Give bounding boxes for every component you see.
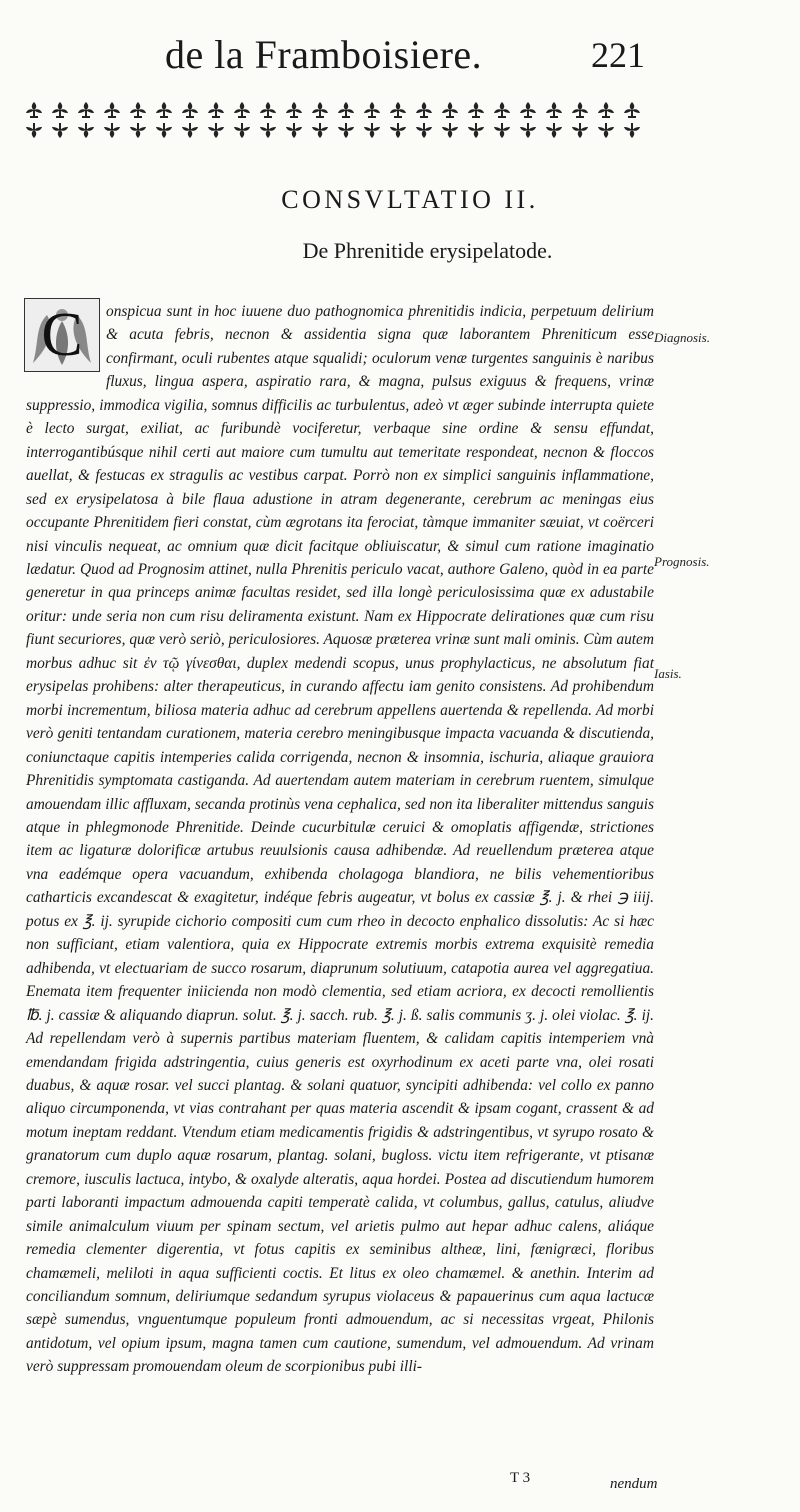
page-number: 221 [591,35,645,75]
margin-note-prognosis: Prognosis. [654,554,710,569]
drop-cap-spacer [26,300,104,372]
running-head [165,30,645,80]
signature-mark: T 3 [510,1470,531,1486]
consultation-heading-text: CONSVLTATIO II. [281,185,539,214]
margin-note-iasis: Iasis. [654,666,682,681]
running-head-title: de la Framboisiere. [165,32,483,77]
consultation-body-text: onspicua sunt in hoc iuuene duo pathognomica phrenitidis indicia, perpetuum delirium & acuta febris, necnon & assidentia signa quæ laborantem Phreniticum esse confirmant, oculi rubentes atque squalidi; oculorum venæ turgentes sanguinis è naribus fluxus, lingua aspera, aspiratio rara, & magna, pulsus exiguus & frequens, vrinæ suppressio, immodica vigilia, somnus difficilis ac turbulentus, adeò vt æger subinde interrupta quiete è lecto surgat, exiliat, ac furibundè vociferetur, verbaque sine ordine & sensu effundat, interrogantibúsque nihil certi aut maiore cum tumultu aut temeritate respondeat, necnon & floccos auellat, & festucas ex stragulis ac vestibus carpat. Porrò non ex simplici sanguinis inflammatione, sed ex erysipelatosa à bile flaua adustione in atram degenerante, cerebrum ac meningas eius occupante Phrenitidem fieri constat, cùm ægrotans ita ferociat, tàmque immaniter sæuiat, vt coërceri nisi vinculis nequeat, ac omnium quæ dicit facitque obliuiscatur, & simul cum ratione imaginatio lædatur. Quod ad Prognosim attinet, nulla Phrenitis periculo vacat, authore Galeno, quòd in ea parte generetur in qua princeps animæ facultas residet, sed illa longè periculosissima quæ ex adustabile oritur: unde seria non cum risu deliramenta existunt. Nam ex Hippocrate delirationes quæ cum risu fiunt securiores, quæ verò seriò, periculosiores. Aquosæ præterea vrinæ sunt mali ominis. Cùm autem morbus adhuc sit ἐν τῷ γίνεσθαι, duplex medendi scopus, unus prophylacticus, ne absolutum fiat erysipelas prohibens: alter therapeuticus, in curando affectu iam genito consistens. Ad prohibendum morbi incrementum, biliosa materia adhuc ad cerebrum appellens auertenda & repellenda. Ad morbi verò geniti tentandam curationem, materia cerebro meningibusque impacta vacuanda & discutienda, coniunctaque capitis intemperies calida corrigenda, necnon & insomnia, ischuria, aliaque grauiora Phrenitidis symptomata castiganda. Ad auertendam autem materiam in cerebrum ruentem, simulque amouendam illic affluxam, secanda protinùs vena cephalica, sed non ita liberaliter mittendus sanguis atque in phlegmonode Phrenitide. Deinde cucurbitulæ ceruici & omoplatis affigendæ, strictiones item ac ligaturæ dolorificæ artubus reuulsionis causa adhibendæ. Ad reuellendum præterea atque vna eadémque opera vacuandum, exhibenda cholagoga blandiora, ne bilis vehementioribus catharticis excandescat & exagitetur, indéque febris augeatur, vt bolus ex cassiæ ℥. j. & rhei ℈ iiij. potus ex ℥. ij. syrupide cichorio compositi cum cum rheo in decocto enphalico dissolutis: Ac si hæc non sufficiant, etiam valentiora, quia ex Hippocrate extremis morbis extrema exquisitè remedia adhibenda, vt electuariam de succo rosarum, diaprunum solutiuum, catapotia aurea vel aggregatiua. Enemata item frequenter iniicienda non modò clementia, sed etiam acriora, ex decocti remollientis ℔. j. cassiæ & aliquando diaprun. solut. ℥. j. sacch. rub. ℥. j. ß. salis communis ʒ. j. olei violac. ℥. ij. Ad repellendam verò à supernis partibus materiam fluentem, & calidam capitis intemperiem vnà emendandam frigida adstringentia, cuius generis est oxyrhodinum ex aceti parte vna, olei rosati duabus, & aquæ rosar. vel succi plantag. & solani quatuor, syncipiti adhibenda: vel collo ex panno aliquo circumponenda, vt vias contrahant per quas materia ascendit & ipsam cogant, crassent & ad motum ineptam reddant. Vtendum etiam medicamentis frigidis & adstringentibus, vt syrupo rosato & granatorum cum duplo aquæ rosarum, plantag. solani, bugloss. victu item refrigerante, vt ptisanæ cremore, iusculis lactuca, intybo, & oxalyde alteratis, aqua hordei. Postea ad discutiendum humorem parti laboranti impactum admouenda capiti temperatè calida, vt columbus, gallus, catulus, aliudve simile animalculum viuum per spinam sectum, vel arietis pulmo aut hepar adhuc calens, aliáque remedia clementer digerentia, vt fotus capitis ex seminibus altheæ, lini, fænigræci, floribus chamæmeli, meliloti in aqua sufficienti coctis. Et litus ex oleo chamæmel. & anethin. Interim ad conciliandum somnum, deliriumque sedandum syrupus violaceus & papauerinus cum aqua lactucæ sæpè sumendus, vnguentumque populeum fronti admouendum, ac si necessitas vrgeat, Philonis antidotum, vel opium ipsum, magna tamen cum cautione, sumendum, vel admouendum. Ad vrinam verò suppressam promouendam oleum de scorpionibus pubi illi- [26,303,654,1376]
drop-cap-letter: C [41,301,83,369]
consultation-body [26,300,654,1379]
consultation-subheading [0,238,800,264]
fleuron-band-icon [20,98,644,142]
consultation-subheading-text: De Phrenitide erysipelatode. [302,238,553,263]
catchword: nendum [610,1476,658,1492]
margin-note-diagnosis: Diagnosis. [654,330,710,345]
ornamental-border [20,98,644,142]
consultation-heading [0,185,800,215]
